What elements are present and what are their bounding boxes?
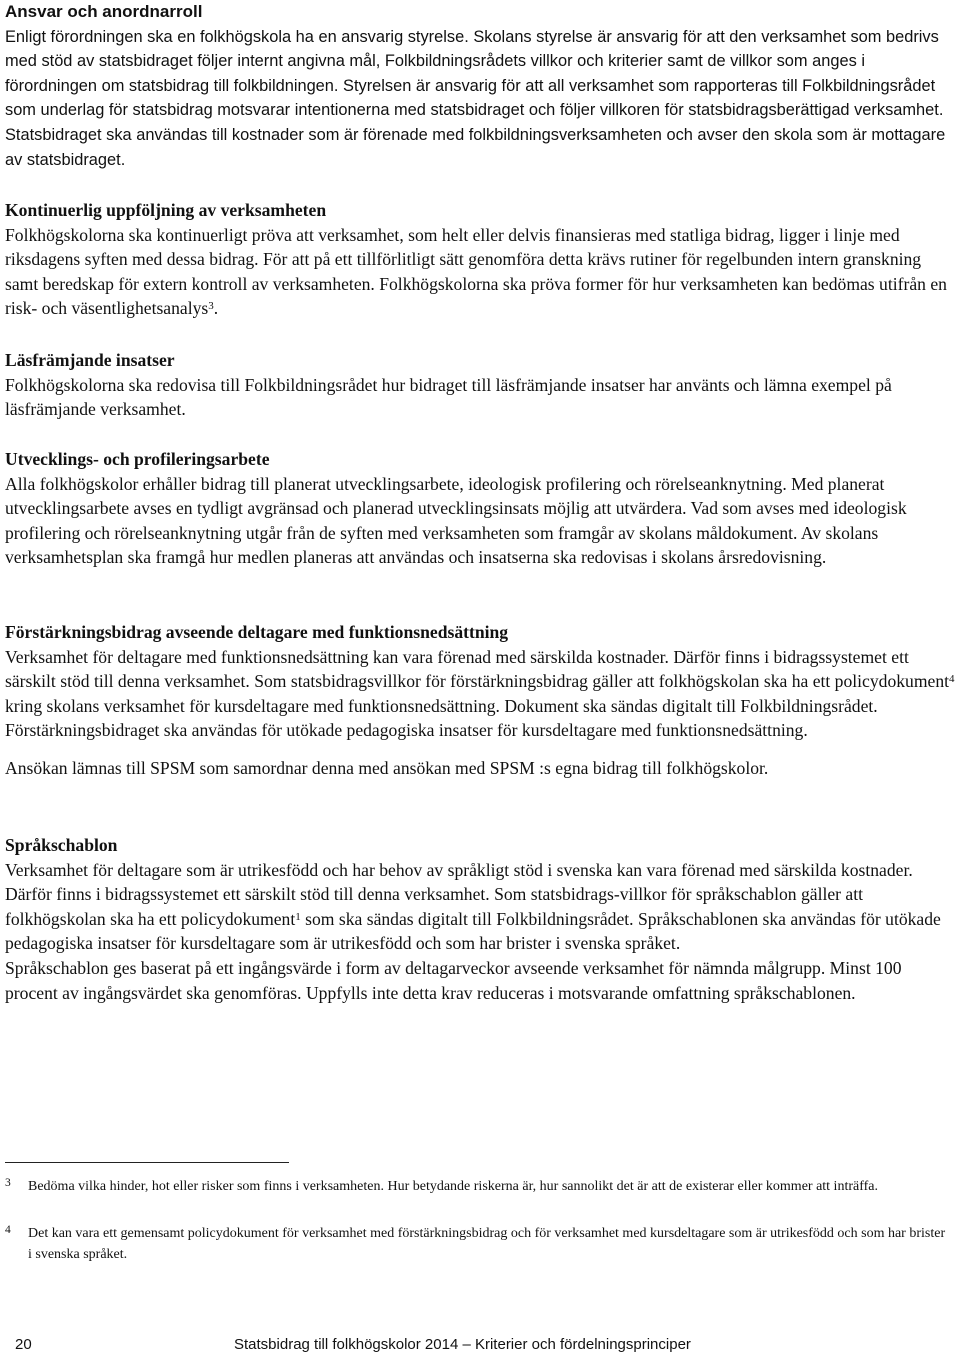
section-heading: Läsfrämjande insatser	[5, 350, 175, 370]
footnote-divider	[5, 1162, 289, 1163]
paragraph-tail: som ska sändas digitalt till Folkbildningsrådet. Språkschablonen ska användas för utökade pedagogiska insatser för kursdeltagare som är utrikesfödd och som har brister i svenska språket.	[5, 908, 941, 954]
section-paragraph	[5, 858, 957, 956]
footer-title: Statsbidrag till folkhögskolor 2014 – Kriterier och fördelningsprinciper	[234, 1336, 691, 1353]
paragraph-text: Verksamhet för deltagare som är utrikesfödd och har behov av språkligt stöd i svenska kan vara förenad med särskilda kostnader. Därför finns i bidragssystemet ett särskilt stöd till denna verksamhet. Som statsbidrags-villkor för språkschablon gäller att folkhögskolan ska ha ett policydokument	[5, 859, 913, 929]
footnote	[5, 1176, 950, 1197]
page-number: 20	[15, 1336, 32, 1353]
footnote-number: 3	[5, 1177, 11, 1189]
paragraph-tail: .	[213, 298, 219, 319]
section-paragraph	[5, 223, 957, 321]
section-paragraph	[5, 645, 957, 743]
section-paragraph: Språkschablon ges baserat på ett ingångsvärde i form av deltagarveckor avseende verksamhet för nämnda målgrupp. Minst 100 procent av ingångsvärdet ska genomföras. Uppfylls inte detta krav reduceras i motsvarande omfattning språkschablonen.	[5, 957, 902, 1003]
section-paragraph: Alla folkhögskolor erhåller bidrag till planerat utvecklingsarbete, ideologisk profilering och rörelseanknytning. Med planerat utvecklingsarbete avses en tydligt avgränsad och planerad utvecklingsinsats möjlig att utvärdera. Vad som avses med ideologisk profilering och rörelseanknytning utgår från de syften med verksamheten som framgår av skolans måldokument. Av skolans verksamhetsplan ska framgå hur medlen planeras att användas och insatserna ska redovisas i skolans årsredovisning.	[5, 473, 907, 568]
section-utveckling	[5, 447, 957, 570]
section-ansvar	[5, 0, 957, 172]
footnote-number: 4	[5, 1224, 11, 1236]
section-heading: Språkschablon	[5, 835, 118, 855]
footnote-ref: 3	[208, 300, 214, 313]
footnote-text: Det kan vara ett gemensamt policydokument för verksamhet med förstärkningsbidrag och för verksamhet med kursdeltagare som är utrikesfödd och som har brister i svenska språket.	[28, 1226, 946, 1262]
paragraph-tail: kring skolans verksamhet för kursdeltagare med funktionsnedsättning. Dokument ska sändas digitalt till Folkbildningsrådet. Förstärkningsbidraget ska användas för utökade pedagogiska insatser för kursdeltagare med funktionsnedsättning.	[5, 695, 878, 741]
section-lasframjande	[5, 348, 957, 422]
paragraph-text: Folkhögskolorna ska kontinuerligt pröva att verksamhet, som helt eller delvis finansieras med statliga bidrag, ligger i linje med riksdagens syften med dessa bidrag. För att på ett tillförlitligt sätt genomföra detta krävs rutiner för regelbunden intern granskning samt beredskap för extern kontroll av verksamheten. Folkhögskolorna ska pröva former för hur verksamheten kan bedömas utifrån en risk- och väsentlighetsanalys	[5, 224, 947, 319]
section-paragraph: Ansökan lämnas till SPSM som samordnar denna med ansökan med SPSM :s egna bidrag till folkhögskolor.	[5, 757, 769, 778]
footnote-ref: 1	[295, 910, 301, 923]
section-kontinuerlig	[5, 198, 957, 321]
section-forstarkning	[5, 620, 957, 781]
section-paragraph: Enligt förordningen ska en folkhögskola ha en ansvarig styrelse. Skolans styrelse är ansvarig för att den verksamhet som bedrivs med stöd av statsbidraget följer internt angivna mål, Folkbildningsrådets villkor och kriterier samt de villkor som anges i förordningen om statsbidrag till folkbildningen. Styrelsen är ansvarig för att all verksamhet som rapporteras till Folkbildningsrådet som underlag för statsbidrag motsvarar intentionerna med statsbidraget och följer villkoren för statsbidragsberättigad verksamhet. Statsbidraget ska användas till kostnader som är förenade med folkbildningsverksamheten och avser den skola som är mottagare av statsbidraget.	[5, 27, 946, 169]
section-heading: Ansvar och anordnarroll	[5, 2, 203, 21]
section-heading: Förstärkningsbidrag avseende deltagare med funktionsnedsättning	[5, 622, 509, 642]
section-paragraph: Folkhögskolorna ska redovisa till Folkbildningsrådet hur bidraget till läsfrämjande insatser har använts och lämna exempel på läsfrämjande verksamhet.	[5, 374, 892, 420]
footnote	[5, 1223, 950, 1265]
section-sprakschablon	[5, 833, 957, 1005]
paragraph-text: Verksamhet för deltagare med funktionsnedsättning kan vara förenad med särskilda kostnader. Därför finns i bidragssystemet ett särskilt stöd till denna verksamhet. Som statsbidragsvillkor för förstärkningsbidrag gäller att folkhögskolan ska ha ett policydokument	[5, 646, 950, 692]
footnote-text: Bedöma vilka hinder, hot eller risker som finns i verksamheten. Hur betydande riskerna är, hur sannolikt det är att de existerar eller kommer att inträffa.	[28, 1179, 879, 1194]
section-heading: Kontinuerlig uppföljning av verksamheten	[5, 200, 327, 220]
section-heading: Utvecklings- och profileringsarbete	[5, 449, 270, 469]
footnote-ref: 4	[949, 673, 955, 686]
